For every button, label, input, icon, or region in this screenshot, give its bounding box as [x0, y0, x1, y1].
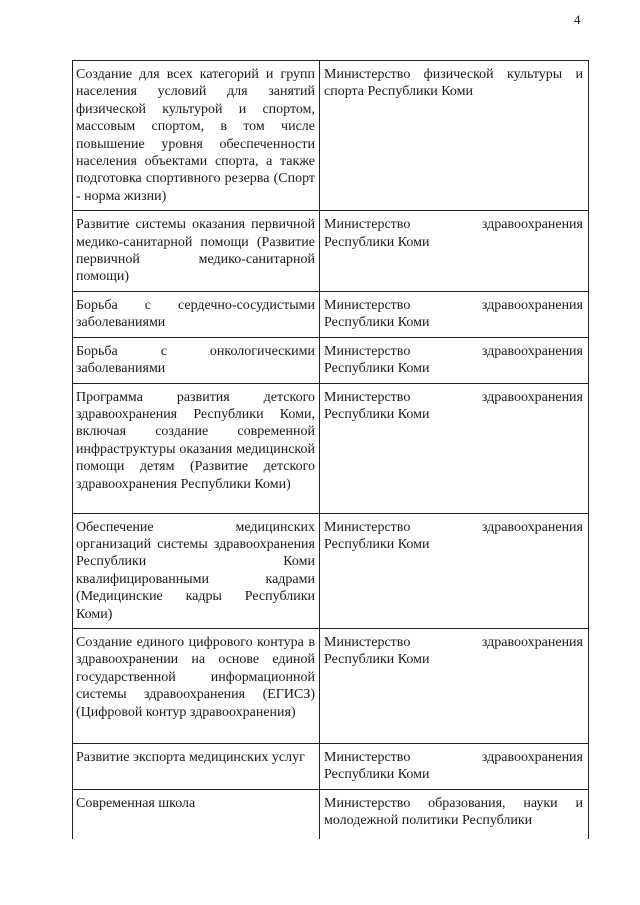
ministry-cell: Министерство образования, науки и молодежной политики Республики	[320, 789, 589, 839]
project-cell: Программа развития детского здравоохранения Республики Коми, включая создание современной инфраструктуры оказания медицинской помощи детям (Развитие детского здравоохранения Республики Коми)	[73, 383, 320, 513]
table-row	[73, 628, 589, 743]
project-cell: Развитие экспорта медицинских услуг	[73, 743, 320, 789]
project-cell: Создание для всех категорий и групп населения условий для занятий физической культурой и спортом, массовым спортом, в том числе повышение уровня обеспеченности населения объектами спорта, а также подготовка спортивного резерва (Спорт - норма жизни)	[73, 61, 320, 211]
table-row	[73, 337, 589, 383]
project-cell: Создание единого цифрового контура в здравоохранении на основе единой государственной информационной системы здравоохранения (ЕГИСЗ) (Цифровой контур здравоохранения)	[73, 628, 320, 743]
project-cell: Борьба с сердечно-сосудистыми заболеваниями	[73, 291, 320, 337]
ministry-cell: Министерство здравоохранения Республики Коми	[320, 337, 589, 383]
ministry-cell: Министерство здравоохранения Республики Коми	[320, 211, 589, 292]
ministry-cell: Министерство физической культуры и спорта Республики Коми	[320, 61, 589, 211]
ministry-cell: Министерство здравоохранения Республики Коми	[320, 513, 589, 628]
ministry-cell: Министерство здравоохранения Республики Коми	[320, 291, 589, 337]
table-row	[73, 383, 589, 513]
table-row	[73, 513, 589, 628]
ministry-cell: Министерство здравоохранения Республики Коми	[320, 383, 589, 513]
project-cell: Обеспечение медицинских организаций системы здравоохранения Республики Коми квалифицированными кадрами (Медицинские кадры Республики Коми)	[73, 513, 320, 628]
projects-table	[72, 60, 589, 839]
project-cell: Современная школа	[73, 789, 320, 839]
table-row	[73, 291, 589, 337]
project-cell: Борьба с онкологическими заболеваниями	[73, 337, 320, 383]
project-cell: Развитие системы оказания первичной медико-санитарной помощи (Развитие первичной медико-санитарной помощи)	[73, 211, 320, 292]
page-number: 4	[574, 12, 581, 27]
table-row	[73, 789, 589, 839]
table-row	[73, 743, 589, 789]
ministry-cell: Министерство здравоохранения Республики Коми	[320, 743, 589, 789]
table-row	[73, 61, 589, 211]
table-row	[73, 211, 589, 292]
ministry-cell: Министерство здравоохранения Республики Коми	[320, 628, 589, 743]
